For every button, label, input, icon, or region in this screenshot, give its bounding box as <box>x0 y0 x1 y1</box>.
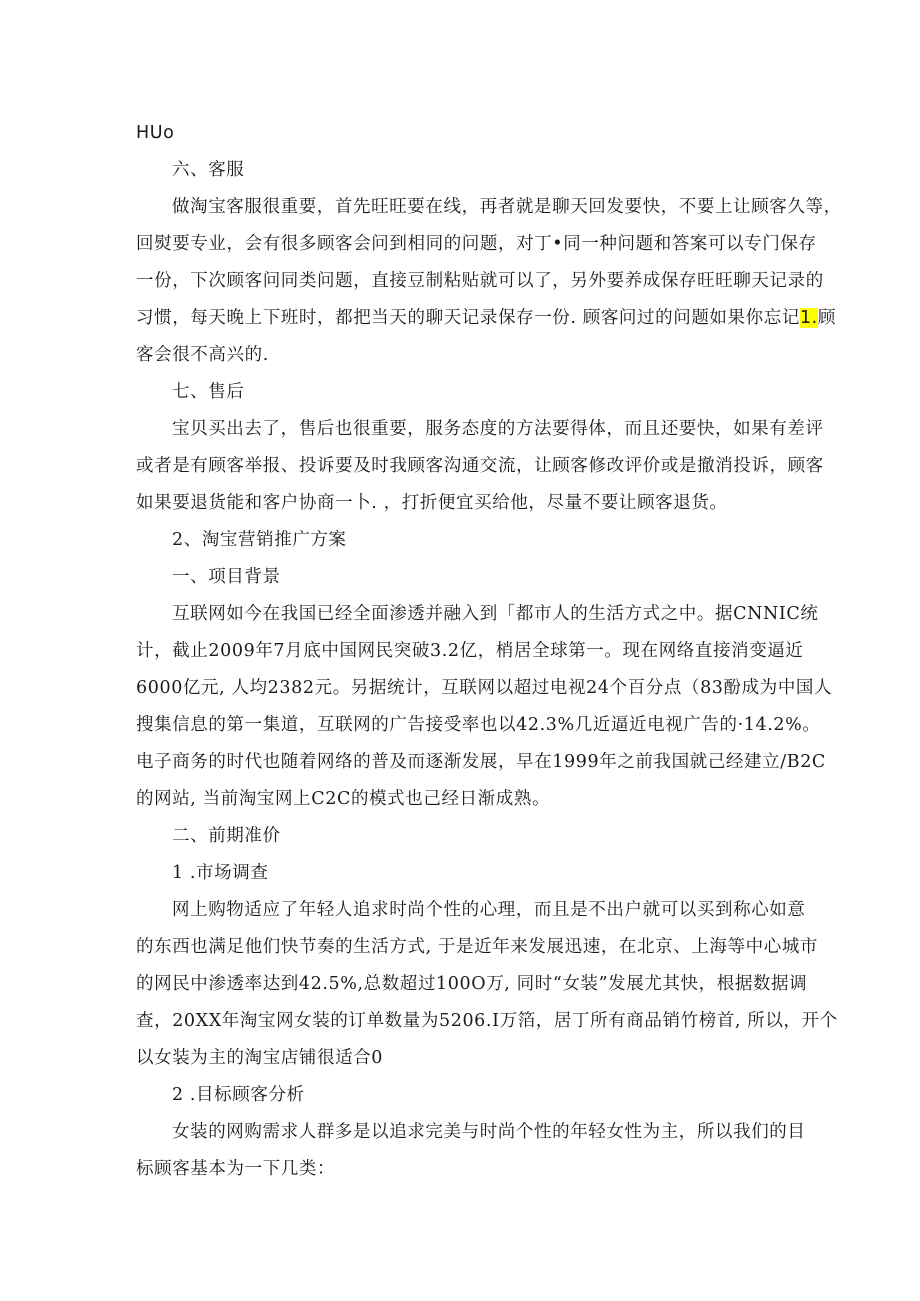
paragraph-line: 宝贝买出去了，售后也很重要，服务态度的方法要得体，而且还要快，如果有差评 <box>172 419 824 439</box>
paragraph-line: 如果要退货能和客户协商一卜. ，打折便宜买给他，尽量不要让顾客退货。 <box>136 493 728 513</box>
section-heading-preparation: 二、前期准价 <box>172 826 281 846</box>
paragraph-line: 女装的网购需求人群多是以追求完美与时尚个性的年轻女性为主，所以我们的目 <box>172 1122 806 1142</box>
subsection-heading-target-customers: 2 .目标顾客分析 <box>172 1085 305 1105</box>
paragraph-line: 6000亿元, 人均2382元。另据统计，互联网以超过电视24个百分点（83酚成为中国人 <box>136 678 833 698</box>
section-heading-after-sales: 七、售后 <box>172 382 245 402</box>
paragraph-line <box>136 305 836 331</box>
paragraph-line: 电子商务的时代也随着网络的普及而逐渐发展，早在1999年之前我国就己经建立/B2C <box>136 752 826 772</box>
paragraph-line: 客会很不高兴的. <box>136 345 269 365</box>
paragraph-line: 回熨要专业，会有很多顾客会问到相同的问题，对丁•同一种问题和答案可以专门保存 <box>136 234 817 254</box>
paragraph-line: 一份，下次顾客问同类问题，直接豆制粘贴就可以了，另外要养成保存旺旺聊天记录的 <box>136 271 824 291</box>
paragraph-line: 查，20XX年淘宝网女装的订单数量为5206.I万箔，居丁所有商品销竹榜首, 所以，开个 <box>136 1011 838 1031</box>
paragraph-line: 的网民中渗透率达到42.5%,总数超过100O万, 同时“女装”发展尤其快，根据数据调 <box>136 974 808 994</box>
paragraph-line: 计，截止2009年7月底中国网民突破3.2亿，梢居全球第一。现在网络直接消变逼近 <box>136 641 804 661</box>
paragraph-line: 的东西也满足他们快节奏的生活方式, 于是近年来发展迅速，在北京、上海等中心城市 <box>136 937 819 957</box>
highlighted-text: 1. <box>799 308 818 328</box>
paragraph-line: 互联网如今在我国已经全面渗透并融入到「都市人的生活方式之中。据CNNIC统 <box>172 604 819 624</box>
section-heading-project-background: 一、项目背景 <box>172 567 281 587</box>
fragment-text: HUo <box>136 123 175 143</box>
section-heading-customer-service: 六、客服 <box>172 160 245 180</box>
paragraph-line: 的网站, 当前淘宝网上C2C的模式也己经日渐成熟。 <box>136 789 551 809</box>
paragraph-line: 网上购物适应了年轻人追求时尚个性的心理，而且是不出户就可以买到称心如意 <box>172 900 806 920</box>
subsection-heading-market-research: 1 .市场调查 <box>172 863 269 883</box>
paragraph-line: 标顾客基本为一下几类： <box>136 1159 336 1179</box>
paragraph-text: 习惯，每天晚上下班时，都把当天的聊天记录保存一份. 顾客问过的问题如果你忘记 <box>136 308 800 328</box>
paragraph-text: 顾 <box>817 308 836 328</box>
paragraph-line: 做淘宝客服很重要，首先旺旺要在线，再者就是聊天回发要快，不要上让顾客久等， <box>172 197 842 217</box>
paragraph-line: 搜集信息的第一集道，互联网的广告接受率也以42.3%几近逼近电视广告的·14.2%。 <box>136 715 821 735</box>
paragraph-line: 或者是有顾客举报、投诉要及时我顾客沟通交流，让顾客修改评价或是撤消投诉，顾客 <box>136 456 824 476</box>
section-heading-marketing-plan: 2、淘宝营销推广方案 <box>172 530 347 550</box>
paragraph-line: 以女装为主的淘宝店铺很适合0 <box>136 1048 384 1068</box>
